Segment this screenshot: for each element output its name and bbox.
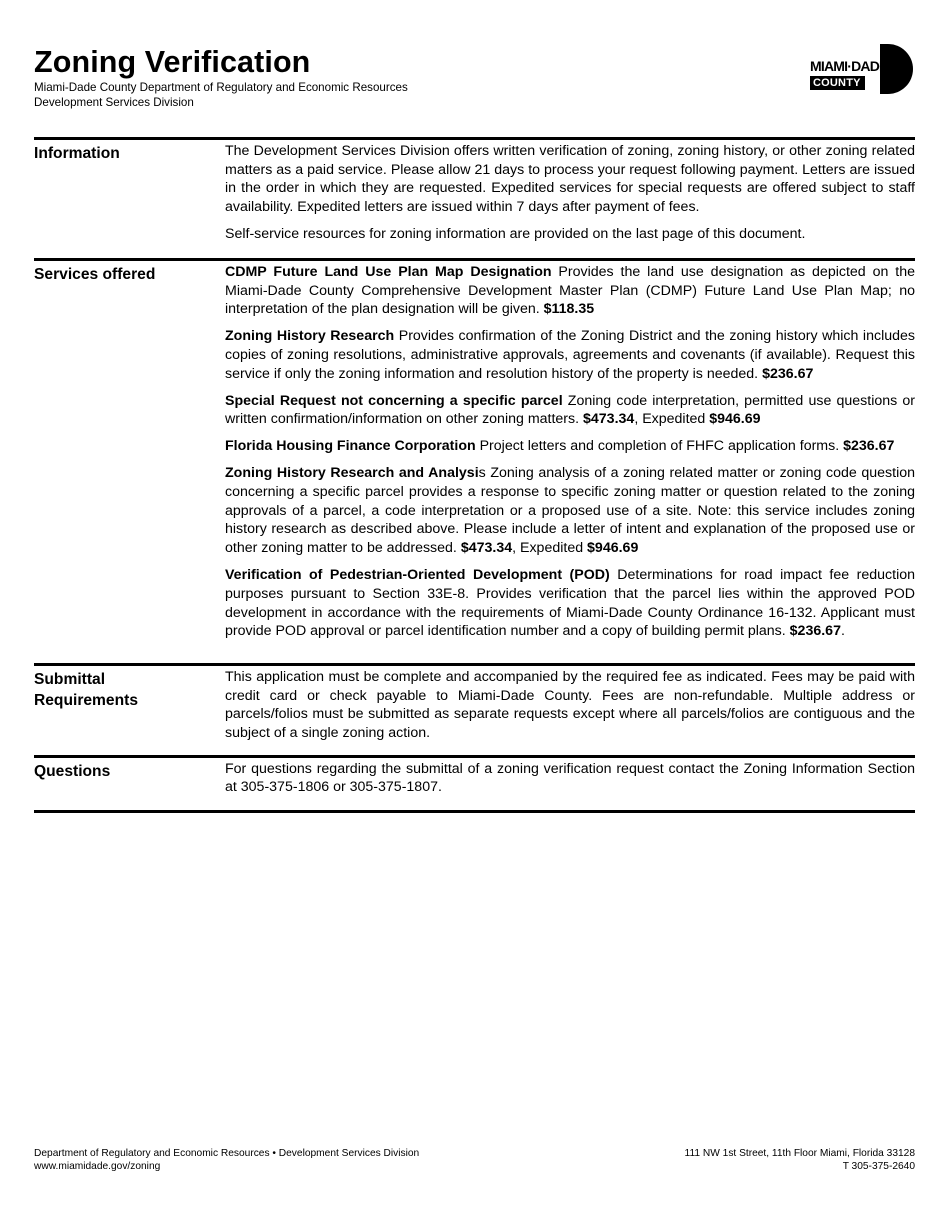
service-special-request: [225, 392, 915, 429]
department-name: Miami-Dade County Department of Regulatory and Economic Resources: [34, 81, 408, 94]
section-body: [225, 668, 915, 743]
section-label: Information: [34, 145, 120, 162]
section-label: Services offered: [34, 265, 156, 283]
service-title: CDMP Future Land Use Plan Map Designation: [225, 263, 552, 280]
service-cdmp: [225, 263, 915, 319]
submittal-paragraph: This application must be complete and accompanied by the required fee as indicated. Fees may be paid with credit card or check payable to Miami-Dade County. Fees are non-refundable. Multiple address or parcels/folios must be submitted as separate requests except where all parcels/folios are contiguous and the subject of a single zoning action.: [225, 668, 915, 742]
questions-paragraph: For questions regarding the submittal of a zoning verification request contact the Zoning Information Section at 305-375-1806 or 305-375-1807.: [225, 760, 915, 796]
footer-website: www.miamidade.gov/zoning: [34, 1161, 161, 1173]
service-price: $118.35: [543, 301, 595, 318]
section-label-line: Submittal: [34, 670, 106, 688]
expedited-label: , Expedited: [634, 411, 710, 428]
header: [34, 44, 915, 110]
service-title: Special Request not concerning a specific parcel: [225, 392, 563, 409]
service-fhfc: [225, 437, 915, 456]
document-page: [34, 0, 915, 1230]
section-submittal-requirements: [34, 663, 915, 743]
service-zoning-history-research: [225, 327, 915, 383]
section-services-offered: [34, 258, 915, 641]
footer-department: Department of Regulatory and Economic Resources • Development Services Division: [34, 1148, 420, 1159]
service-title: Zoning History Research: [225, 328, 395, 345]
service-description: Zoning code interpretation, permitted use questions or written confirmation/information on other zoning matters.: [225, 392, 916, 428]
section-questions: [34, 755, 915, 797]
information-paragraph: The Development Services Division offers written verification of zoning, zoning history, or other zoning related matters as a paid service. Please allow 21 days to process your request following payment. Letters are issued in the order in which they are requested. Expedited services for special requests are offered subject to staff availability. Expedited letters are issued within 7 days after payment of fees.: [225, 143, 915, 216]
section-label-line: Requirements: [34, 691, 138, 709]
expedited-label: , Expedited: [512, 540, 588, 557]
miami-dade-county-logo: [810, 44, 914, 94]
service-description: s Zoning analysis of a zoning related matter or zoning code question concerning a specific parcel provides a response to specific zoning matter or question related to the zoning approvals of a parcel, a code interpretation or a proposed use of a site. Note: this service includes zoning history research as described above. Please include a letter of intent and explanation of the proposed use or other zoning matter to be addressed.: [225, 465, 915, 557]
logo-text-miami-dade: MIAMI·DADE: [810, 58, 888, 74]
service-description: Determinations for road impact fee reduction purposes pursuant to Section 33E-8. Provides verification that the parcel lies within the approved POD development in accordance with the requirements of Miami-Dade County Ordinance 16-132. Applicant must provide POD approval or parcel identification number and a copy of building permit plans.: [225, 567, 916, 640]
service-title: Zoning History Research and Analysi: [225, 465, 479, 482]
service-description: Provides confirmation of the Zoning District and the zoning history which includes copies of zoning resolutions, administrative approvals, agreements and covenants (if available). Request this service if only the zoning information and resolution history of the property is needed.: [225, 328, 915, 382]
section-body: [225, 142, 915, 244]
section-body: [225, 263, 915, 641]
section-label: [34, 668, 225, 743]
section-label: Questions: [34, 762, 111, 780]
section-body: [225, 760, 915, 797]
bottom-divider: [34, 810, 915, 813]
service-title: Verification of Pedestrian-Oriented Development (POD): [225, 567, 610, 584]
footer-address: 111 NW 1st Street, 11th Floor Miami, Florida 33128: [684, 1148, 915, 1159]
service-zoning-history-research-analysis: [225, 464, 915, 558]
footer-left: [34, 1147, 419, 1173]
division-name: Development Services Division: [34, 96, 194, 109]
self-service-note: Self-service resources for zoning information are provided on the last page of this document.: [225, 226, 806, 243]
page-title: Zoning Verification: [34, 45, 311, 79]
service-pod-verification: [225, 566, 915, 641]
service-expedited-price: $946.69: [587, 540, 639, 557]
service-price: $236.67: [843, 438, 895, 455]
footer-right: [685, 1147, 915, 1173]
service-description: Provides the land use designation as depicted on the Miami-Dade County Comprehensive Development Master Plan (CDMP) Future Land Use Plan Map; no interpretation of the plan designation will be given.: [225, 263, 915, 318]
service-price: $473.34: [460, 540, 513, 557]
service-title: Florida Housing Finance Corporation: [225, 438, 476, 455]
service-expedited-price: $946.69: [709, 411, 761, 428]
section-information: [34, 137, 915, 244]
sections: [34, 137, 915, 813]
service-price: $236.67: [762, 365, 814, 382]
service-description: Project letters and completion of FHFC application forms.: [475, 438, 844, 455]
logo-text-county: COUNTY: [810, 76, 865, 90]
service-price: $473.34: [583, 411, 635, 428]
service-price: $236.67: [789, 623, 841, 640]
trailing-period: .: [840, 623, 845, 640]
footer-phone: T 305-375-2640: [842, 1161, 915, 1173]
